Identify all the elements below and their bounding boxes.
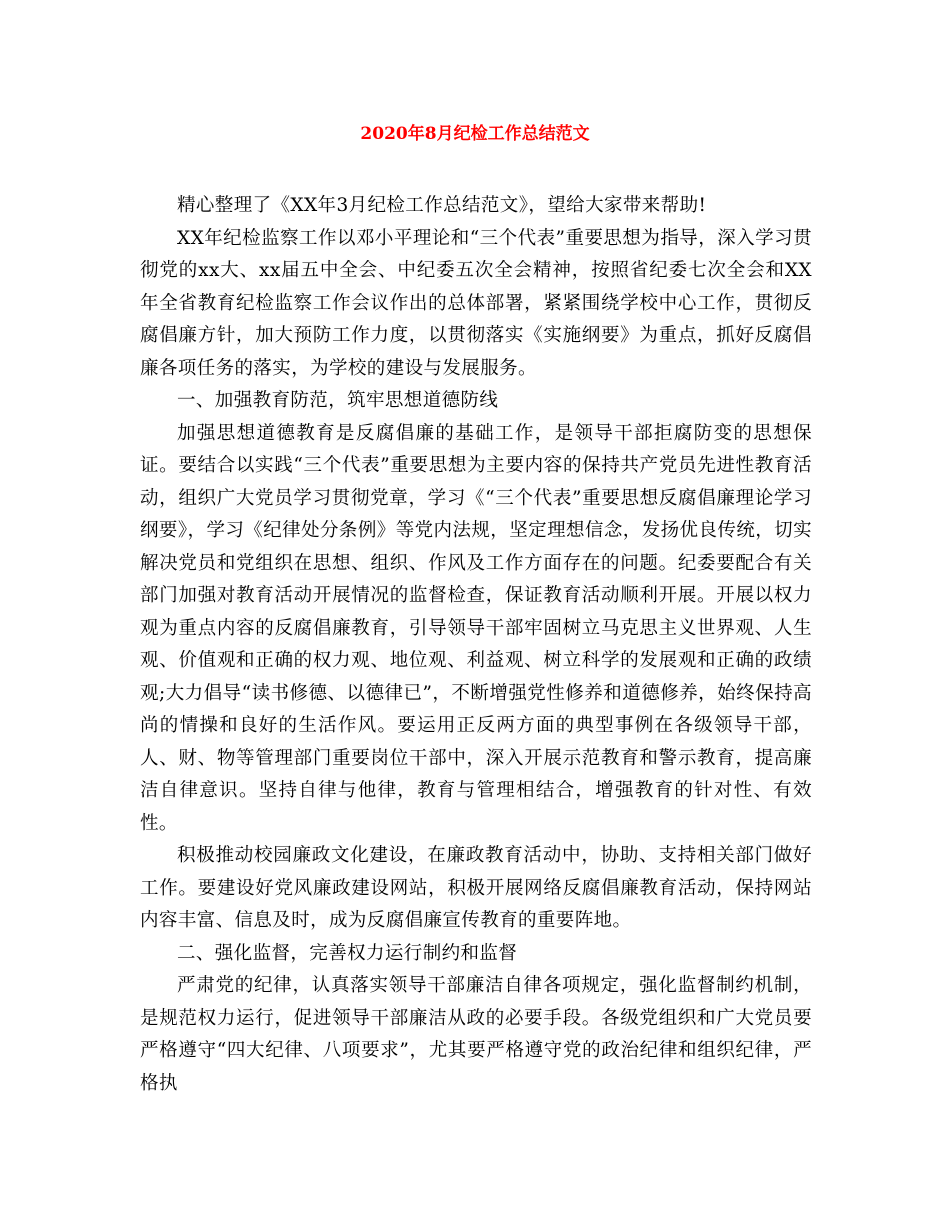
document-body <box>140 190 812 1100</box>
body-paragraph: 严肃党的纪律，认真落实领导干部廉洁自律各项规定，强化监督制约机制，是规范权力运行，促进领导干部廉洁从政的必要手段。各级党组织和广大党员要严格遵守“四大纪律、八项要求”，尤其要严格遵守党的政治纪律和组织纪律，严格执 <box>140 975 812 1094</box>
section-heading-2: 二、强化监督，完善权力运行制约和监督 <box>177 942 518 964</box>
section-heading-1: 一、加强教育防范，筑牢思想道德防线 <box>177 390 499 411</box>
body-paragraph: 积极推动校园廉政文化建设，在廉政教育活动中，协助、支持相关部门做好工作。要建设好党风廉政建设网站，积极开展网络反腐倡廉教育活动，保持网站内容丰富、信息及时，成为反腐倡廉宣传教育的重要阵地。 <box>140 845 812 931</box>
intro-paragraph: 精心整理了《XX年3月纪检工作总结范文》，望给大家带来帮助! <box>177 195 707 216</box>
document-title: 2020年8月纪检工作总结范文 <box>360 124 590 144</box>
body-paragraph: XX年纪检监察工作以邓小平理论和“三个代表”重要思想为指导，深入学习贯彻党的xx大、xx届五中全会、中纪委五次全会精神，按照省纪委七次全会和XX年全省教育纪检监察工作会议作出的总体部署，紧紧围绕学校中心工作，贯彻反腐倡廉方针，加大预防工作力度，以贯彻落实《实施纲要》为重点，抓好反腐倡廉各项任务的落实，为学校的建设与发展服务。 <box>140 227 812 379</box>
body-paragraph: 加强思想道德教育是反腐倡廉的基础工作，是领导干部拒腐防变的思想保证。要结合以实践“三个代表”重要思想为主要内容的保持共产党员先进性教育活动，组织广大党员学习贯彻党章，学习《“三个代表”重要思想反腐倡廉理论学习纲要》，学习《纪律处分条例》等党内法规，坚定理想信念，发扬优良传统，切实解决党员和党组织在思想、组织、作风及工作方面存在的问题。纪委要配合有关部门加强对教育活动开展情况的监督检查，保证教育活动顺利开展。开展以权力观为重点内容的反腐倡廉教育，引导领导干部牢固树立马克思主义世界观、人生观、价值观和正确的权力观、地位观、利益观、树立科学的发展观和正确的政绩观;大力倡导“读书修德、以德律已”，不断增强党性修养和道德修养，始终保持高尚的情操和良好的生活作风。要运用正反两方面的典型事例在各级领导干部，人、财、物等管理部门重要岗位干部中，深入开展示范教育和警示教育，提高廉洁自律意识。坚持自律与他律，教育与管理相结合，增强教育的针对性、有效性。 <box>140 422 812 834</box>
